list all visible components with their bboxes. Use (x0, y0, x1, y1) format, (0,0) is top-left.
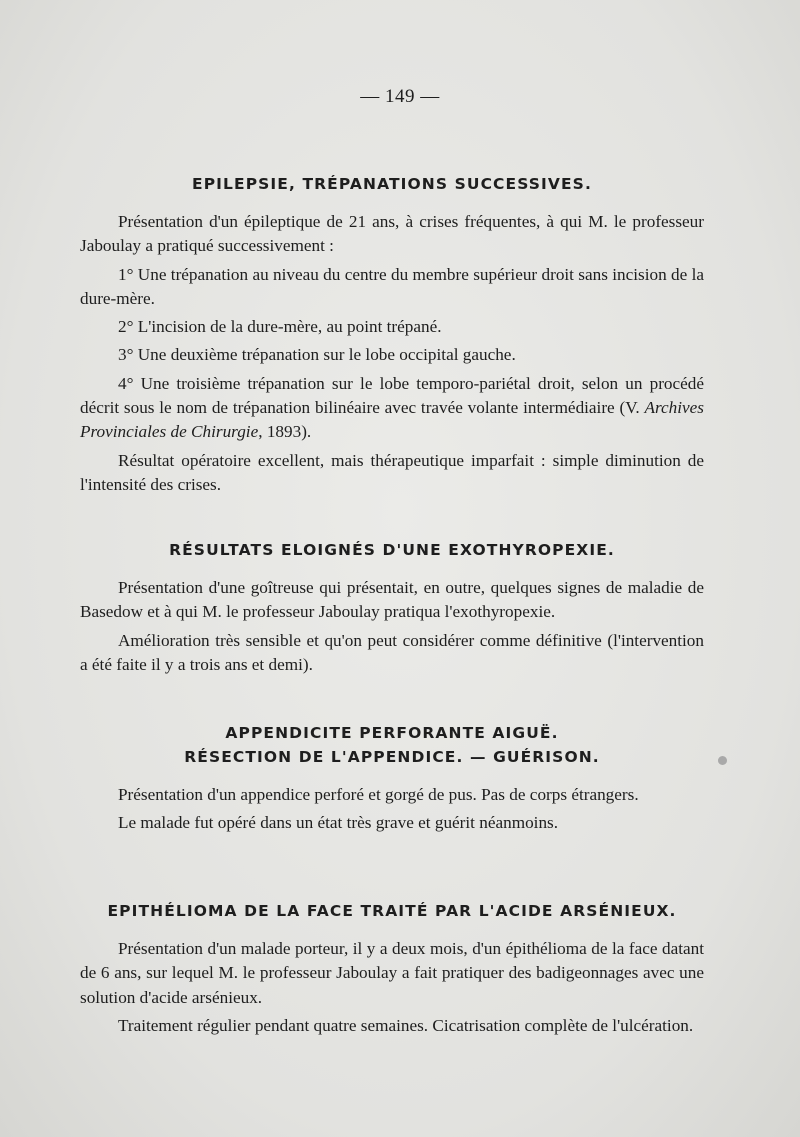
paragraph: 3° Une deuxième trépanation sur le lobe occipital gauche. (118, 345, 516, 365)
paragraph: Présentation d'un malade porteur, il y a deux mois, d'un épithélioma de la face datant de 6 ans, sur lequel M. le professeur Jaboulay a fait pratiquer des badigeonnages avec une solution d'acide arsénieux. (80, 939, 704, 1007)
section-heading (80, 538, 704, 562)
paragraph: Résultat opératoire excellent, mais thérapeutique imparfait : simple diminution de l'intensité des crises. (80, 450, 704, 494)
paragraph: 4° Une troisième trépanation sur le lobe temporo-pariétal droit, selon un procédé décrit sous le nom de trépanation bilinéaire avec travée volante intermédiaire (V. Archives Provinciales de Chirurgie, 1893). (80, 373, 704, 442)
paragraph: Le malade fut opéré dans un état très grave et guérit néanmoins. (118, 813, 559, 833)
section-epilepsie (80, 172, 704, 501)
section-exothyropexie (80, 538, 704, 681)
paragraph: Présentation d'un épileptique de 21 ans, à crises fréquentes, à qui M. le professeur Jaboulay a pratiqué successivement : (80, 212, 704, 256)
paragraph: Amélioration très sensible et qu'on peut considérer comme définitive (l'intervention a été faite il y a trois ans et demi). (80, 630, 704, 674)
heading-line: EPILEPSIE, TRÉPANATIONS SUCCESSIVES. (192, 175, 592, 193)
heading-line: RÉSECTION DE L'APPENDICE. — GUÉRISON. (184, 748, 600, 766)
paragraph: Présentation d'un appendice perforé et gorgé de pus. Pas de corps étrangers. (118, 785, 639, 804)
heading-line: APPENDICITE PERFORANTE AIGUË. (225, 724, 559, 742)
page-number: — 149 — (360, 86, 440, 107)
section-heading (80, 172, 704, 196)
paragraph: Présentation d'une goîtreuse qui présentait, en outre, quelques signes de maladie de Basedow et à qui M. le professeur Jaboulay pratiqua l'exothyropexie. (80, 578, 704, 622)
section-heading (80, 899, 704, 923)
paper-speck (718, 756, 727, 765)
heading-line: RÉSULTATS ELOIGNÉS D'UNE EXOTHYROPEXIE. (169, 541, 615, 559)
section-epithelioma (80, 899, 704, 1042)
paragraph: Traitement régulier pendant quatre semaines. Cicatrisation complète de l'ulcération. (118, 1015, 694, 1035)
paragraph: 1° Une trépanation au niveau du centre du membre supérieur droit sans incision de la dure-mère. (80, 264, 704, 308)
section-heading (80, 721, 704, 769)
paragraph: 2° L'incision de la dure-mère, au point trépané. (118, 317, 442, 337)
heading-line: EPITHÉLIOMA DE LA FACE TRAITÉ PAR L'ACIDE ARSÉNIEUX. (107, 902, 677, 920)
section-appendicite (80, 721, 704, 840)
